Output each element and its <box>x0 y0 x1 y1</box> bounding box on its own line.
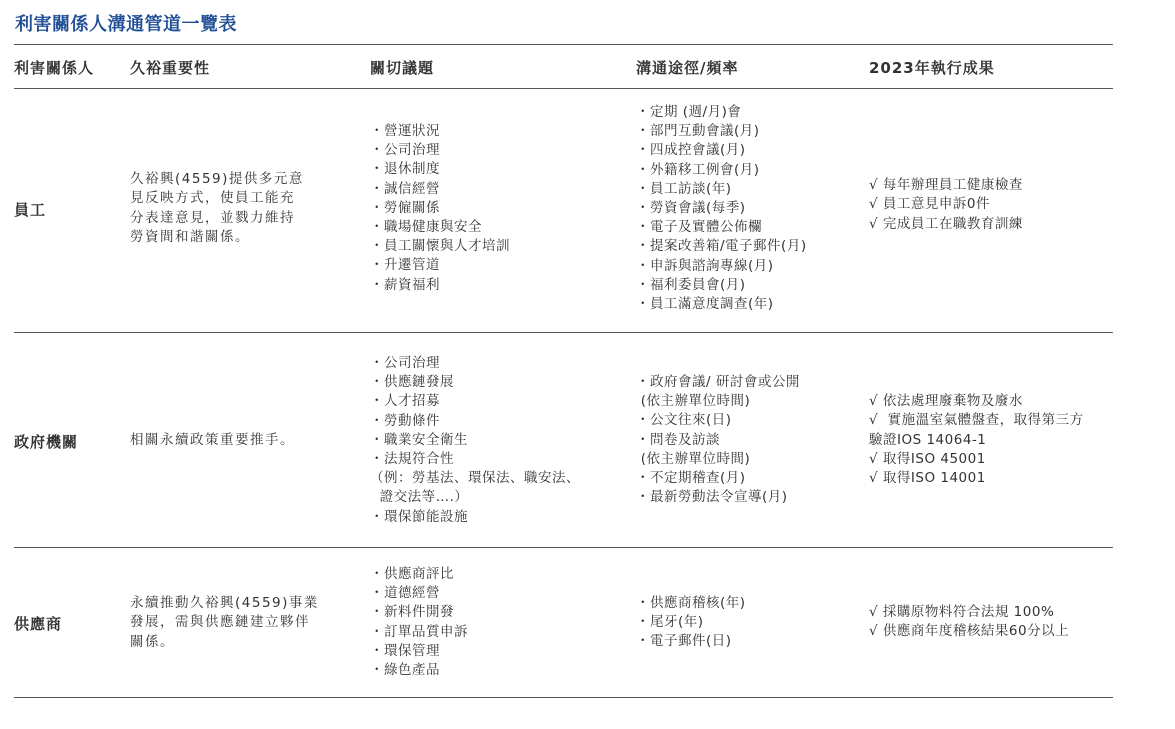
list-item: ・誠信經營 <box>370 180 440 197</box>
list-item: ・電子郵件(日) <box>636 633 732 650</box>
header-channels: 溝通途徑/頻率 <box>636 59 739 77</box>
row-government-results <box>869 392 1084 488</box>
list-item: ・不定期稽查(月) <box>636 470 746 487</box>
row-employee-issues <box>370 122 510 295</box>
list-item: ・供應商稽核(年) <box>636 595 746 611</box>
list-item: ・員工滿意度調查(年) <box>636 296 774 313</box>
list-item: √ 取得ISO 14001 <box>869 470 986 487</box>
row-government-stakeholder: 政府機關 <box>14 433 79 451</box>
list-item: √ 實施溫室氣體盤查，取得第三方 <box>869 412 1084 429</box>
header-stakeholder: 利害關係人 <box>14 59 95 77</box>
list-item: ・法規符合性 <box>370 451 454 468</box>
header-importance: 久裕重要性 <box>130 59 211 77</box>
list-item: ・環保節能設施 <box>370 508 468 525</box>
page-title: 利害關係人溝通管道一覽表 <box>15 14 237 35</box>
list-item: ・供應商評比 <box>370 566 454 582</box>
list-item: √ 依法處理廢棄物及廢水 <box>869 393 1023 409</box>
row-employee-channels <box>636 103 807 314</box>
row-supplier-issues <box>370 565 468 680</box>
header-issues: 關切議題 <box>370 59 435 77</box>
list-item: ・政府會議/ 研討會或公開 <box>636 374 800 390</box>
list-item: ・定期 (週/月)會 <box>636 104 742 120</box>
list-item: ・外籍移工例會(月) <box>636 161 760 178</box>
list-item: ・訂單品質申訴 <box>370 623 468 640</box>
list-item: ・新料件開發 <box>370 604 454 621</box>
list-item: √ 完成員工在職教育訓練 <box>869 215 1023 232</box>
list-item: ・福利委員會(月) <box>636 276 746 293</box>
list-item: ・綠色產品 <box>370 662 440 679</box>
list-item: ・公司治理 <box>370 355 440 371</box>
list-item: （例：勞基法、環保法、職安法、 <box>370 470 580 487</box>
row-supplier-channels <box>636 594 746 652</box>
row-employee-results <box>869 176 1023 234</box>
row-supplier-stakeholder: 供應商 <box>14 615 63 633</box>
header-bottom-rule <box>14 88 1113 89</box>
row-employee-importance: 久裕興(4559)提供多元意 見反映方式，使員工能充 分表達意見，並戮力維持 勞資間和諧關係。 <box>130 171 304 245</box>
row-divider <box>14 332 1113 333</box>
list-item: √ 供應商年度稽核結果60分以上 <box>869 623 1070 640</box>
list-item: √ 採購原物料符合法規 100% <box>869 604 1055 620</box>
list-item: ・勞僱關係 <box>370 199 440 216</box>
list-item: ・人才招募 <box>370 393 440 410</box>
list-item: √ 每年辦理員工健康檢查 <box>869 177 1023 193</box>
list-item: ・四成控會議(月) <box>636 142 746 159</box>
list-item: ・薪資福利 <box>370 276 440 293</box>
list-item: ・退休制度 <box>370 161 440 178</box>
list-item: ・供應鏈發展 <box>370 374 454 391</box>
header-results: 2023年執行成果 <box>869 59 995 77</box>
list-item: ・道德經營 <box>370 585 440 602</box>
list-item: ・公司治理 <box>370 142 440 159</box>
row-employee-stakeholder: 員工 <box>14 201 47 219</box>
list-item: ・最新勞動法令宣導(月) <box>636 489 788 506</box>
list-item: ・升遷管道 <box>370 257 440 274</box>
list-item: √ 員工意見申訴0件 <box>869 196 990 213</box>
row-government-channels <box>636 373 800 507</box>
list-item: ・問卷及訪談 <box>636 431 720 448</box>
table-bottom-rule <box>14 697 1113 698</box>
list-item: ・職業安全衛生 <box>370 431 468 448</box>
list-item: ・員工關懷與人才培訓 <box>370 238 510 255</box>
list-item: √ 取得ISO 45001 <box>869 450 986 467</box>
header-top-rule <box>14 44 1113 45</box>
list-item: ・員工訪談(年) <box>636 180 732 197</box>
list-item: ・營運狀況 <box>370 123 440 139</box>
list-item: ・申訴與諮詢專線(月) <box>636 257 774 274</box>
list-item: ・職場健康與安全 <box>370 219 482 236</box>
list-item: ・部門互動會議(月) <box>636 123 760 140</box>
row-supplier-importance: 永續推動久裕興(4559)事業 發展，需與供應鏈建立夥伴 關係。 <box>130 595 319 650</box>
list-item: (依主辦單位時間) <box>636 450 751 467</box>
list-item: ・勞資會議(每季) <box>636 200 746 217</box>
list-item: ・尾牙(年) <box>636 614 704 631</box>
list-item: (依主辦單位時間) <box>636 393 751 410</box>
list-item: ・公文往來(日) <box>636 412 732 429</box>
list-item: 驗證IOS 14064-1 <box>869 431 987 448</box>
row-divider <box>14 547 1113 548</box>
list-item: ・電子及實體公佈欄 <box>636 219 762 236</box>
list-item: ・勞動條件 <box>370 412 440 429</box>
list-item: 證交法等….） <box>370 489 469 506</box>
list-item: ・環保管理 <box>370 642 440 659</box>
row-supplier-results <box>869 603 1069 642</box>
row-government-importance: 相關永續政策重要推手。 <box>130 432 295 448</box>
list-item: ・提案改善箱/電子郵件(月) <box>636 238 807 255</box>
row-government-issues <box>370 354 580 527</box>
